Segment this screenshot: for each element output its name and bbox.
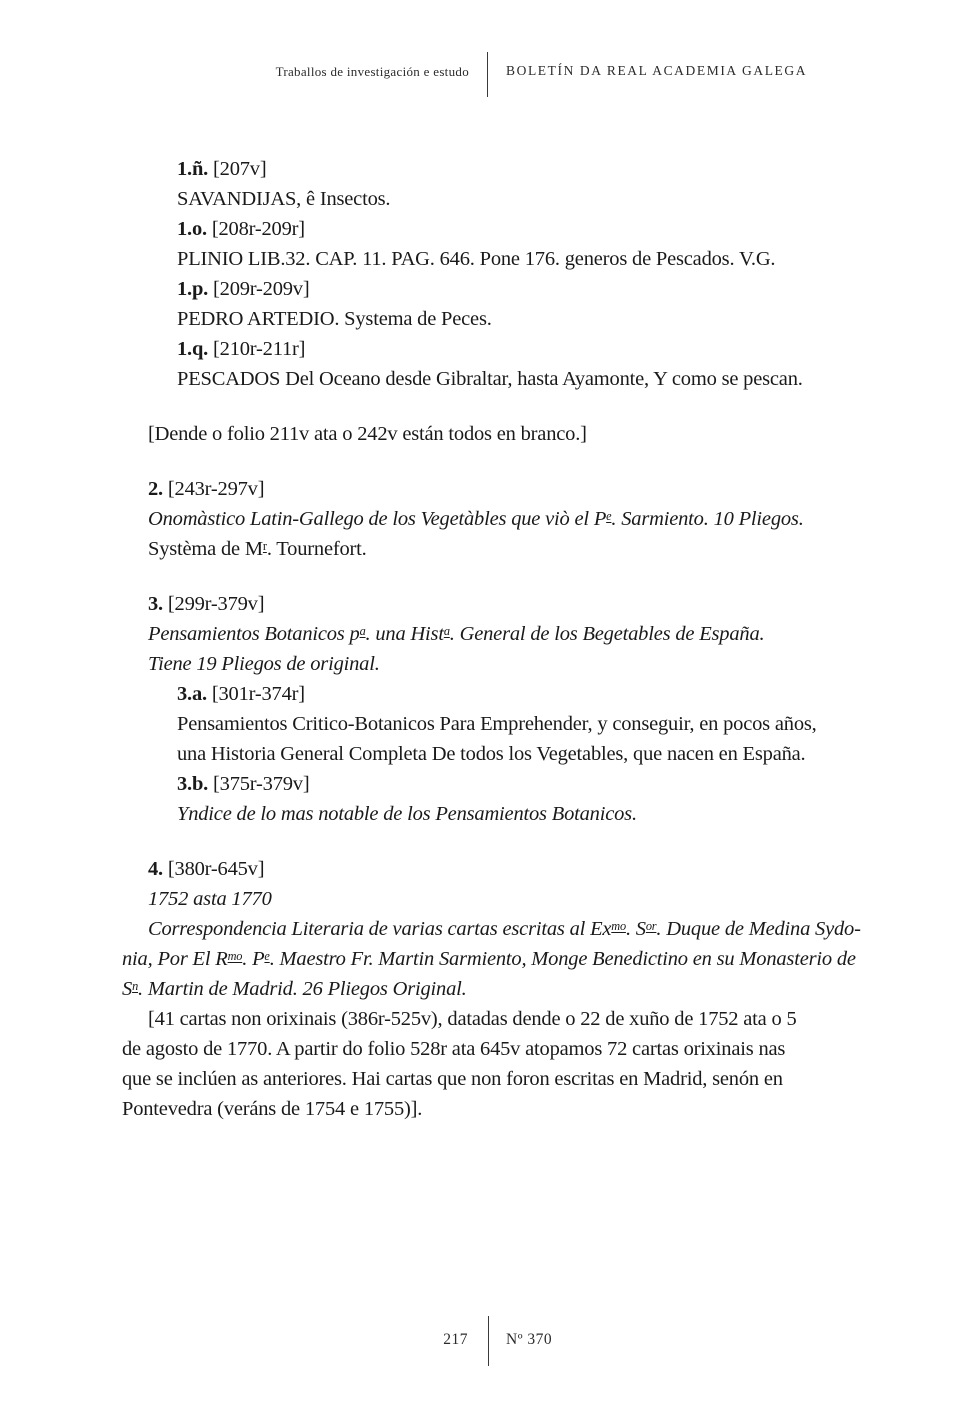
text-line <box>122 974 902 1004</box>
text-line <box>177 244 902 274</box>
text-line <box>177 184 902 214</box>
text-segment: Onomàstico Latin-Gallego de los Vegetàbles que viò el P <box>148 508 607 530</box>
text-segment: [299r-379v] <box>162 593 265 615</box>
text-line <box>177 769 902 799</box>
text-segment: Yndice de lo mas notable de los Pensamientos Botanicos. <box>177 803 637 825</box>
text-line <box>148 854 902 884</box>
text-segment: S <box>122 978 133 1000</box>
text-line <box>122 1034 902 1064</box>
text-segment: . Sarmiento. 10 Pliegos. <box>611 508 804 530</box>
note-blank-folios <box>122 419 902 449</box>
text-segment: [208r-209r] <box>206 218 305 240</box>
entry-label: 1.p. <box>177 278 209 300</box>
superscript-abbreviation: or <box>645 918 657 933</box>
superscript-abbreviation: mo <box>611 918 626 933</box>
superscript-abbreviation: a <box>359 623 366 638</box>
entry-label: 1.ñ. <box>177 158 209 180</box>
text-line <box>122 1094 902 1124</box>
page-body <box>122 154 902 1124</box>
entry-group-3 <box>122 589 902 829</box>
text-line <box>122 944 902 974</box>
text-line <box>148 914 902 944</box>
text-line <box>177 799 902 829</box>
text-line <box>177 304 902 334</box>
text-segment: . una Hist <box>365 623 444 645</box>
text-line <box>148 474 902 504</box>
running-head-section: Traballos de investigación e estudo <box>275 64 469 79</box>
superscript-abbreviation: e <box>264 948 270 963</box>
text-line <box>148 649 902 679</box>
text-segment: una Historia General Completa De todos los Vegetables, que nacen en España. <box>177 743 806 765</box>
text-segment: [Dende o folio 211v ata o 242v están todos en branco.] <box>148 423 587 445</box>
text-segment: . Maestro Fr. Martin Sarmiento, Monge Benedictino en su Monasterio de <box>269 948 856 970</box>
text-segment: Pensamientos Critico-Botanicos Para Emprehender, y conseguir, en pocos años, <box>177 713 817 735</box>
page-number: 217 <box>443 1331 468 1348</box>
text-line <box>148 419 902 449</box>
text-segment: Correspondencia Literaria de varias cartas escritas al Ex <box>148 918 612 940</box>
text-line <box>148 589 902 619</box>
issue-number: Nº 370 <box>506 1331 553 1348</box>
text-segment: PEDRO ARTEDIO. Systema de Peces. <box>177 308 492 330</box>
text-line <box>122 1064 902 1094</box>
text-segment: [41 cartas non orixinais (386r-525v), datadas dende o 22 de xuño de 1752 ata o 5 <box>148 1008 797 1030</box>
text-segment: Systèma de M <box>148 538 263 560</box>
text-segment: [207v] <box>208 158 267 180</box>
text-segment: . Duque de Medina Sydo- <box>656 918 861 940</box>
text-line <box>148 1004 902 1034</box>
footer-divider <box>488 1316 489 1366</box>
entry-group-2 <box>122 474 902 564</box>
entry-label: 1.o. <box>177 218 207 240</box>
entry-label: 3.a. <box>177 683 207 705</box>
entry-group-1 <box>122 154 902 394</box>
text-line <box>177 274 902 304</box>
text-segment: . S <box>625 918 646 940</box>
text-segment: que se inclúen as anteriores. Hai cartas que non foron escritas en Madrid, senón en <box>122 1068 783 1090</box>
text-line <box>148 504 902 534</box>
text-segment: . Tournefort. <box>266 538 367 560</box>
text-segment: [243r-297v] <box>162 478 265 500</box>
superscript-abbreviation: a <box>443 623 450 638</box>
text-line <box>177 709 902 739</box>
text-segment: Tiene 19 Pliegos de original. <box>148 653 380 675</box>
running-head-journal: BOLETÍN DA REAL ACADEMIA GALEGA <box>506 63 808 78</box>
superscript-abbreviation: mo <box>227 948 243 963</box>
text-segment: 1752 asta 1770 <box>148 888 272 910</box>
superscript-abbreviation: r <box>262 538 267 553</box>
text-line <box>148 619 902 649</box>
text-segment: [301r-374r] <box>206 683 305 705</box>
text-segment: PESCADOS Del Oceano desde Gibraltar, hasta Ayamonte, Y como se pescan. <box>177 368 803 390</box>
entry-label: 3.b. <box>177 773 209 795</box>
text-segment: SAVANDIJAS, ê Insectos. <box>177 188 391 210</box>
superscript-abbreviation: e <box>606 508 612 523</box>
text-line <box>177 334 902 364</box>
entry-label: 2. <box>148 478 163 500</box>
text-segment: . P <box>242 948 265 970</box>
text-line <box>177 679 902 709</box>
header-divider <box>487 52 488 97</box>
entry-label: 1.q. <box>177 338 209 360</box>
text-segment: PLINIO LIB.32. CAP. 11. PAG. 646. Pone 176. generos de Pescados. V.G. <box>177 248 776 270</box>
text-segment: de agosto de 1770. A partir do folio 528r ata 645v atopamos 72 cartas orixinais nas <box>122 1038 786 1060</box>
text-line <box>177 739 902 769</box>
text-segment: [209r-209v] <box>208 278 310 300</box>
text-line <box>177 364 902 394</box>
text-segment: Pensamientos Botanicos p <box>148 623 360 645</box>
text-line <box>177 214 902 244</box>
text-segment: [210r-211r] <box>208 338 306 360</box>
text-segment: [375r-379v] <box>208 773 310 795</box>
entry-label: 4. <box>148 858 163 880</box>
text-segment: Pontevedra (veráns de 1754 e 1755)]. <box>122 1098 423 1120</box>
text-segment: . Martin de Madrid. 26 Pliegos Original. <box>138 978 467 1000</box>
text-segment: [380r-645v] <box>162 858 265 880</box>
text-line <box>148 884 902 914</box>
text-segment: . General de los Begetables de España. <box>449 623 765 645</box>
text-line <box>148 534 902 564</box>
text-segment: nia, Por El R <box>122 948 228 970</box>
entry-label: 3. <box>148 593 163 615</box>
superscript-abbreviation: n <box>132 978 139 993</box>
text-line <box>177 154 902 184</box>
entry-group-4 <box>122 854 902 1124</box>
